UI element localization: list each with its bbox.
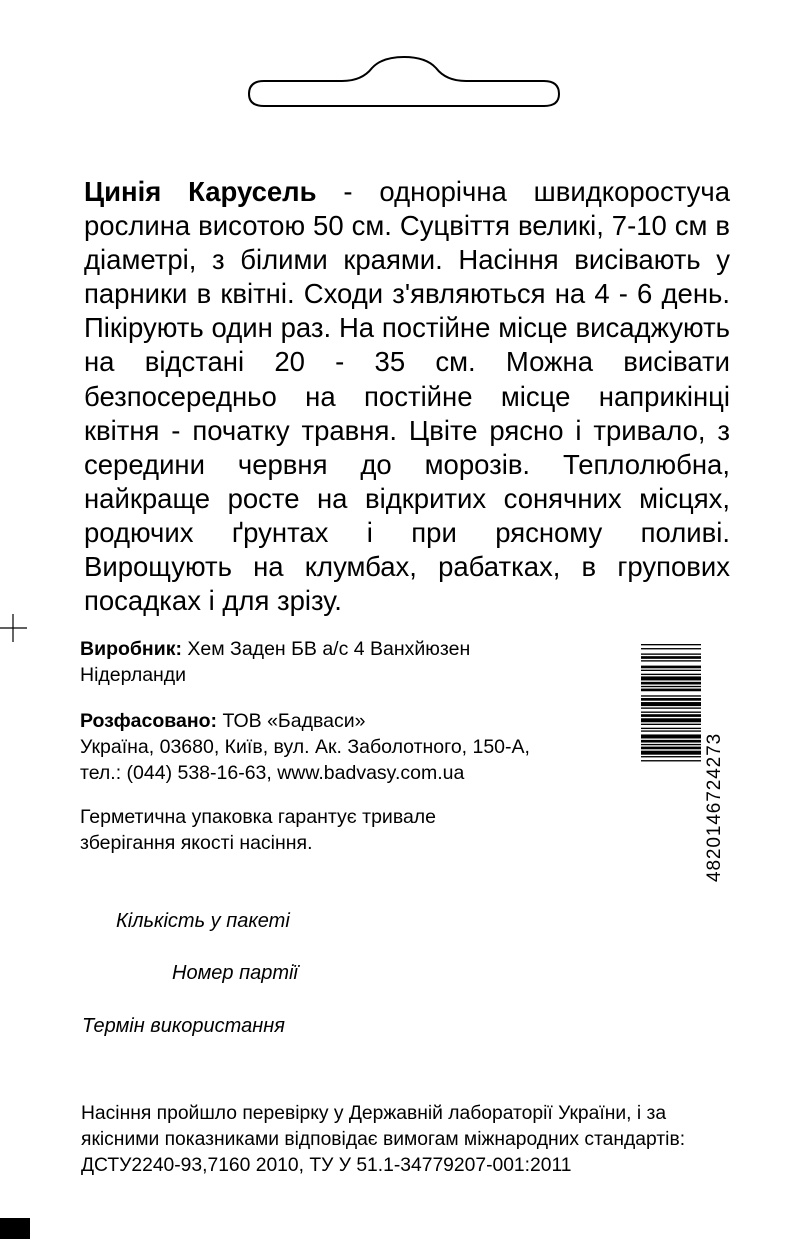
barcode-bar [641,676,701,680]
barcode-bar [641,666,701,669]
barcode-bar [641,653,701,654]
barcode-bar [641,686,701,687]
certification-line2: якісними показниками відповідає вимогам міжнародних стандартів: [81,1129,686,1150]
barcode-bar [641,744,701,745]
barcode-bar [641,718,701,722]
barcode-bar [641,702,701,706]
crop-mark-icon [0,614,28,642]
packer-value: ТОВ «Бадваси» [217,710,366,732]
barcode-bar [641,724,701,725]
barcode-bar [641,644,701,645]
barcode-bar [641,751,701,755]
packer-contacts: тел.: (044) 538-16-63, www.badvasy.com.ua [80,762,465,784]
barcode-bar [641,698,701,701]
packer-block [80,708,620,786]
barcode-bar [641,730,701,731]
certification-line3: ДСТУ2240-93,7160 2010, ТУ У 51.1-34779207-001:2011 [81,1155,572,1176]
barcode-number: 4820146724273 [704,732,725,882]
barcode-bar [641,695,701,696]
storage-note-line1: Герметична упаковка гарантує тривале [80,806,437,828]
description-text: - однорічна швидкоростуча рослина висотою 50 см. Суцвіття великі, 7-10 см в діаметрі, з білими краями. Насіння висівають у парники в квітні. Сходи з'являються на 4 - 6 день. Пікірують один раз. На постійне місце висаджують на відстані 20 - 35 см. Можна висівати безпосередньо на постійне місце наприкінці квітня - початку травня. Цвіте рясно і тривало, з середини червня до морозів. Теплолюбна, найкраще росте на відкритих сонячних місцях, родючих ґрунтах і при рясному поливі. Вирощують на клумбах, рабатках, в групових посадках і для зрізу. [84,176,730,617]
barcode-bar [641,660,701,661]
barcode [638,642,728,888]
storage-note-line2: зберігання якості насіння. [80,832,313,854]
producer-label: Виробник: [80,638,182,660]
registration-mark [0,1218,30,1239]
packer-label: Розфасовано: [80,710,218,732]
storage-note [80,804,620,856]
quantity-field-label: Кількість у пакеті [116,910,290,932]
barcode-bar [641,670,701,671]
barcode-bar [641,760,701,761]
barcode-bar [641,682,701,685]
producer-country: Нідерланди [80,664,187,686]
producer-block [80,636,620,688]
batch-field-label: Номер партії [172,962,298,984]
barcode-bar [641,728,701,729]
barcode-bar [641,747,701,750]
barcode-bar [641,674,701,675]
packer-address: Україна, 03680, Київ, вул. Ак. Заболотного, 150-А, [80,736,530,758]
barcode-bar [641,689,701,692]
barcode-bar [641,714,701,717]
barcode-bar [641,707,701,708]
certification-note [81,1101,731,1179]
product-description [84,175,730,618]
barcode-bar [641,756,701,757]
barcode-bar [641,740,701,743]
expiry-field-label: Термін використання [82,1015,285,1037]
barcode-bar [641,656,701,659]
hanger-hole-icon [246,54,562,112]
certification-line1: Насіння пройшло перевірку у Державній лабораторії України, і за [81,1103,667,1124]
barcode-bar [641,734,701,738]
barcode-bar [641,648,701,649]
producer-value: Хем Заден БВ а/с 4 Ванхйюзен [181,638,471,660]
product-title: Цинія Карусель [84,176,317,207]
barcode-bar [641,712,701,713]
